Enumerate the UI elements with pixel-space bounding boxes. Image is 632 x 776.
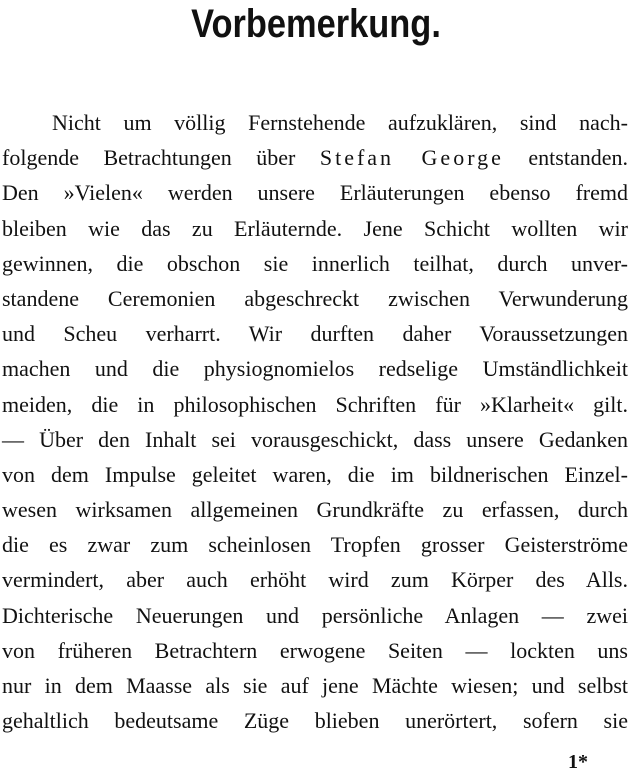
text-line: bleiben wie das zu Erläuternde. Jene Schicht wollten wir [2, 215, 628, 241]
text-segment: folgende Betrachtungen über [2, 145, 320, 171]
author-name-spaced: Stefan George [319, 145, 504, 171]
page-number: 1* [568, 751, 588, 773]
text-line: die es zwar zum scheinlosen Tropfen grosser Geisterströme [2, 532, 628, 558]
text-line: Den »Vielen« werden unsere Erläuterungen ebenso fremd [2, 180, 628, 206]
text-line: von dem Impulse geleitet waren, die im bildnerischen Einzel- [2, 461, 628, 487]
text-line: gehaltlich bedeutsame Züge blieben unerörtert, sofern sie [2, 708, 628, 734]
text-line: machen und die physiognomielos redselige Umständlichkeit [2, 356, 628, 382]
text-line-with-name [2, 140, 628, 175]
text-line: wesen wirksamen allgemeinen Grundkräfte zu erfassen, durch [2, 497, 628, 523]
text-line: meiden, die in philosophischen Schriften für »Klarheit« gilt. [2, 391, 628, 417]
text-line: standene Ceremonien abgeschreckt zwischen Verwunderung [2, 285, 628, 311]
text-line: Dichterische Neuerungen und persönliche Anlagen — zwei [2, 602, 628, 628]
page-title: Vorbemerkung. [191, 2, 441, 46]
text-line: gewinnen, die obschon sie innerlich teilhat, durch unver- [2, 250, 628, 276]
text-line: und Scheu verharrt. Wir durften daher Voraussetzungen [2, 321, 628, 347]
text-line: von früheren Betrachtern erwogene Seiten — lockten uns [2, 637, 628, 663]
text-line: nur in dem Maasse als sie auf jene Mächte wiesen; und selbst [2, 673, 628, 698]
text-line: Nicht um völlig Fernstehende aufzuklären, sind nach- [52, 110, 628, 135]
text-line: vermindert, aber auch erhöht wird zum Körper des Alls. [2, 567, 628, 593]
text-line: — Über den Inhalt sei vorausgeschickt, dass unsere Gedanken [2, 426, 628, 452]
preface-body [2, 105, 628, 738]
text-segment: entstanden. [503, 145, 628, 171]
